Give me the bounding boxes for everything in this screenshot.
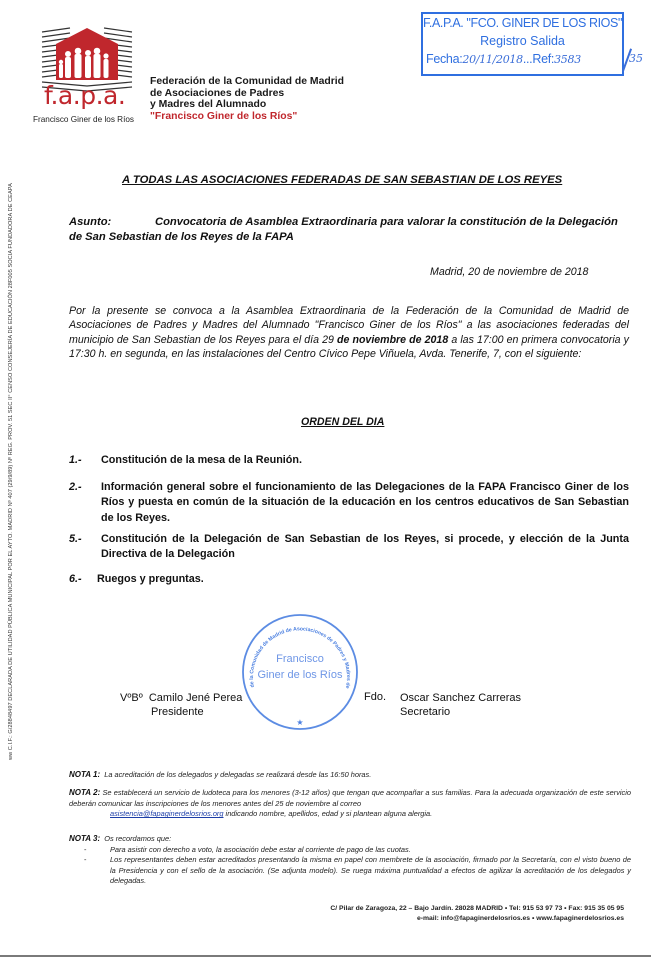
stamp-dots: ...	[522, 52, 533, 66]
note-3-bullet	[84, 855, 631, 887]
note-3	[69, 834, 631, 887]
note-2-email-link[interactable]: asistencia@fapaginerdelosrios.org	[110, 809, 224, 819]
body-part-2: a las 17:00 en primera convocatoria y 17:30 h. en segunda, en las instalaciones del Centro Cívico Pepe Viñuela, Avda. Tenerife, 7, con el siguiente:	[69, 333, 629, 361]
note-2-text-b: indicando nombre, apellidos, edad y si plantean alguna alergia.	[223, 809, 433, 819]
org-line-3: y Madres del Alumnado	[150, 99, 267, 111]
secretary-role: Secretario	[400, 706, 451, 718]
organization-name	[150, 76, 344, 122]
org-line-4: "Francisco Giner de los Ríos"	[150, 110, 298, 122]
bullet-dash-icon: -	[84, 855, 87, 865]
stamp-ref-value: 3583	[554, 53, 581, 66]
stamp-subtitle: Registro Salida	[480, 34, 565, 48]
body-part-1: Por la presente se convoca a la Asamblea Extraordinaria de la Federación de la Comunidad de Madrid de Asociaciones de Padres y Madres del Alumnado "Francisco Giner de los Ríos" a las asociaciones federadas del municipio de San Sebastian de los Reyes para el día 29	[69, 305, 629, 346]
note-3-list	[84, 844, 631, 887]
agenda-item-text: Constitución de la Delegación de San Sebastian de los Reyes, si procede, y elección de la Junta Directiva de la Delegación	[101, 533, 629, 561]
stamp-title: F.A.P.A. "FCO. GINER DE LOS RIOS"	[423, 16, 622, 30]
note-2-label: NOTA 2:	[69, 788, 101, 797]
stamp-fecha-label: Fecha:	[426, 52, 463, 66]
note-1	[69, 770, 631, 781]
note-3-label: NOTA 3:	[69, 834, 101, 843]
agenda-item-text: Información general sobre el funcionamiento de las Delegaciones de la FAPA Francisco Giner de los Ríos y puesta en común de la situación de la educación en los centros educativos de San Sebastian de los Reyes.	[101, 481, 629, 524]
body-paragraph	[69, 304, 629, 362]
agenda-item-text: Constitución de la mesa de la Reunión.	[101, 454, 302, 466]
footer-email-web: e-mail: info@fapaginerdelosrios.es • www.fapaginerdelosrios.es	[416, 914, 624, 922]
seal-ring-text: de la Comunidad de Madrid de Asociaciones de Padres y Madres de	[248, 626, 352, 689]
stamp-fecha-line	[423, 50, 622, 69]
agenda-item-number: 2.-	[69, 481, 82, 493]
org-line-1: Federación de la Comunidad de Madrid	[150, 76, 344, 87]
signature-secretary	[400, 691, 521, 719]
secretary-name: Oscar Sanchez Carreras	[400, 692, 522, 704]
bullet-dash-icon: -	[84, 844, 87, 854]
note-3-bullet	[84, 844, 631, 856]
president-name: Camilo Jené Perea	[148, 692, 243, 704]
org-line-2: de Asociaciones de Padres	[150, 87, 285, 99]
agenda-item-number: 5.-	[69, 533, 82, 545]
agenda-item	[69, 532, 629, 563]
seal-star-icon: ★	[296, 718, 304, 727]
subject-label: Asunto:	[69, 216, 112, 228]
seal-center-line-1: Francisco	[276, 653, 324, 665]
note-1-text: La acreditación de los delegados y delegadas se realizará desde las 16:50 horas.	[104, 770, 372, 779]
subject	[69, 215, 629, 244]
vobo-label: VºBº	[120, 692, 143, 704]
stamp-ref-label: Ref:	[532, 52, 555, 66]
registry-stamp	[421, 12, 624, 76]
recipient-heading: A TODAS LAS ASOCIACIONES FEDERADAS DE SAN SEBASTIAN DE LOS REYES	[122, 174, 563, 186]
signature-president	[120, 691, 242, 719]
agenda-item	[69, 453, 629, 468]
agenda-item	[69, 572, 629, 587]
note-3-bullet-text: Los representantes deben estar acreditados presentando la misma en papel con membrete de la asociación, firmado por la Secretaría, con el visto bueno de la Presidencia y con el sello de la asociación. (Se adjunta modelo). Se ruega máxima puntualidad a efectos de agilizar la acreditación de los delegados y delegadas.	[110, 855, 631, 886]
note-2	[69, 788, 631, 820]
subject-text: Convocatoria de Asamblea Extraordinaria para valorar la constitución de la Delegación de San Sebastian de los Reyes de la FAPA	[69, 216, 618, 243]
body-bold-date: de noviembre de 2018	[337, 333, 449, 346]
fdo-label: Fdo.	[364, 691, 387, 703]
agenda-item-number: 1.-	[69, 454, 82, 466]
agenda-item	[69, 480, 629, 526]
note-2-text-a: Se establecerá un servicio de ludoteca para los menores (3-12 años) que tengan que acompañar a sus familias. Para la adecuada organización de este servicio deberán comunicar las inscripciones de los menores antes del 25 de noviembre al correo	[69, 788, 632, 808]
date-line: Madrid, 20 de noviembre de 2018	[430, 266, 589, 278]
fapa-logo	[34, 22, 140, 128]
association-seal	[240, 607, 360, 737]
agenda-item-text: Ruegos y preguntas.	[97, 573, 204, 585]
footer-address: C/ Pilar de Zaragoza, 22 – Bajo Jardín. 28028 MADRID • Tel: 915 53 97 73 • Fax: 915 35 05 95	[330, 905, 624, 912]
agenda-item-number: 6.-	[69, 573, 82, 585]
note-3-intro: Os recordamos que:	[104, 834, 172, 843]
stamp-ref-extra: 35	[629, 52, 643, 65]
agenda-heading: ORDEN DEL DIA	[301, 416, 385, 428]
side-legal-note: ww C.I.F.: G/28848497 DECLARADA DE UTILIDAD PÚBLICA MUNICIPAL POR EL AYTO. MADRID Nº 407 (29/9/89) Nº REG. PROV. 51 SEC II° CENSO CONSEJERÍA DE EDUCACIÓN 28F005 SOCIA FUNDADORA DE CEAPA	[8, 183, 14, 760]
seal-center-line-2: Giner de los Ríos	[257, 669, 343, 681]
note-3-bullet-text: Para asistir con derecho a voto, la asociación debe estar al corriente de pago de las cuotas.	[110, 844, 411, 854]
logo-caption: Francisco Giner de los Ríos	[33, 115, 135, 124]
footer-contact	[330, 904, 624, 923]
stamp-fecha-value: 20/11/2018	[462, 53, 523, 66]
president-role: Presidente	[151, 706, 204, 718]
logo-wordmark: f.a.p.a.	[44, 81, 126, 110]
note-1-label: NOTA 1:	[69, 770, 101, 779]
